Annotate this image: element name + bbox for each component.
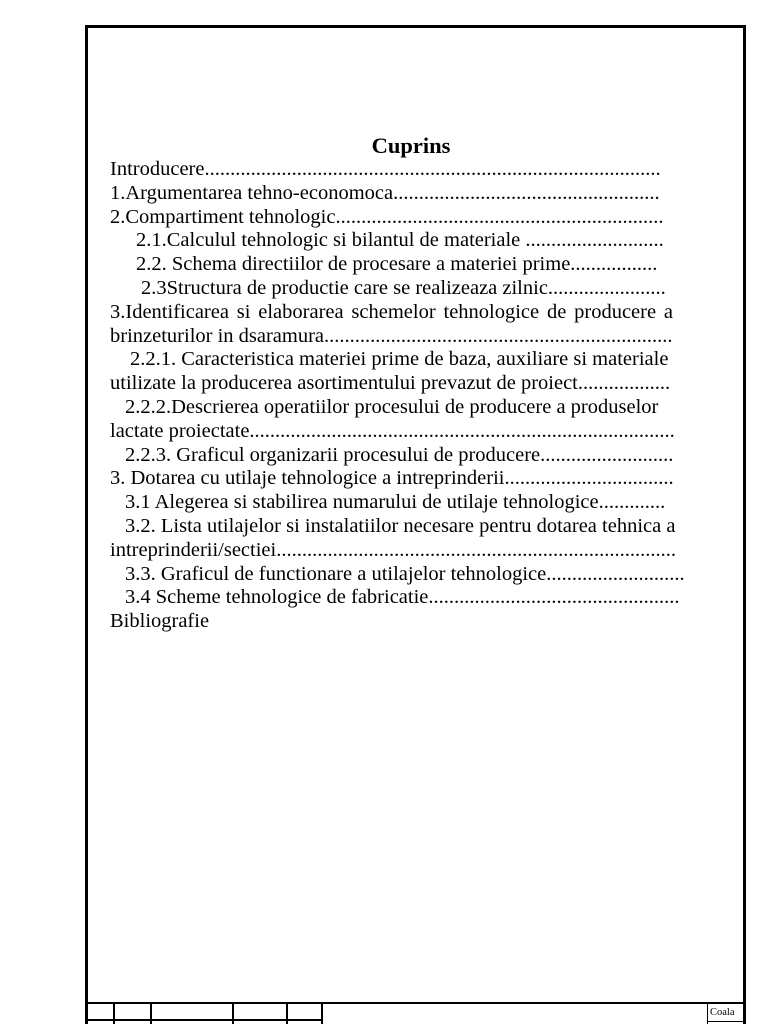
- table-of-contents: [110, 133, 712, 634]
- toc-entry-2-2-3: 2.2.3. Graficul organizarii procesului de producere..........................: [125, 443, 674, 466]
- toc-entry-argumentarea: 1.Argumentarea tehno-economoca....................................................: [110, 181, 660, 204]
- page-title: Cuprins: [371, 133, 451, 158]
- title-block-cell-divider: [286, 1004, 288, 1024]
- toc-entry-3-4: 3.4 Scheme tehnologice de fabricatie.................................................: [125, 586, 680, 609]
- toc-entry-3-2-cont: intreprinderii/sectiei..............................................................................: [110, 538, 676, 561]
- toc-entry-2-2-2: 2.2.2.Descrierea operatiilor procesului de producere a produselor: [125, 395, 659, 418]
- toc-entry-2-2-1-cont: utilizate la producerea asortimentului prevazut de proiect..................: [110, 372, 671, 395]
- toc-entry-3-1: 3.1 Alegerea si stabilirea numarului de utilaje tehnologice.............: [125, 491, 666, 514]
- toc-entry-2-2: 2.2. Schema directiilor de procesare a materiei prime.................: [136, 253, 658, 276]
- title-block-top-line: [86, 1002, 746, 1004]
- title-block-cell-divider: [232, 1004, 234, 1024]
- sheet-cell-bottom-line: [707, 1021, 744, 1022]
- toc-entry-3-identificarea-cont: brinzeturilor in dsaramura....................................................................: [110, 324, 673, 347]
- toc-entry-3-2: 3.2. Lista utilajelor si instalatiilor necesare pentru dotarea tehnica a: [125, 514, 676, 537]
- title-block-cell-divider: [321, 1004, 323, 1024]
- toc-entry-3-dotarea: 3. Dotarea cu utilaje tehnologice a intreprinderii.................................: [110, 467, 674, 490]
- toc-entry-3-identificarea: 3.Identificarea si elaborarea schemelor tehnologice de producere a: [110, 300, 674, 323]
- toc-entry-compartiment-tehnologic: 2.Compartiment tehnologic................................................................: [110, 205, 664, 228]
- sheet-label: Coala: [710, 1007, 735, 1018]
- title-block-cell-divider: [113, 1004, 115, 1024]
- toc-entry-introducere: Introducere.........................................................................................: [110, 158, 661, 180]
- title-block-cell-divider: [150, 1004, 152, 1024]
- toc-entry-2-3: 2.3Structura de productie care se realizeaza zilnic.......................: [141, 276, 666, 299]
- toc-entry-3-3: 3.3. Graficul de functionare a utilajelor tehnologice...........................: [125, 562, 685, 585]
- toc-entry-2-2-2-cont: lactate proiectate...................................................................................: [110, 419, 675, 442]
- toc-entry-2-2-1: 2.2.1. Caracteristica materiei prime de baza, auxiliare si materiale: [130, 348, 669, 371]
- toc-entry-bibliografie: Bibliografie: [110, 610, 210, 633]
- toc-entry-2-1: 2.1.Calculul tehnologic si bilantul de materiale ...........................: [136, 229, 664, 252]
